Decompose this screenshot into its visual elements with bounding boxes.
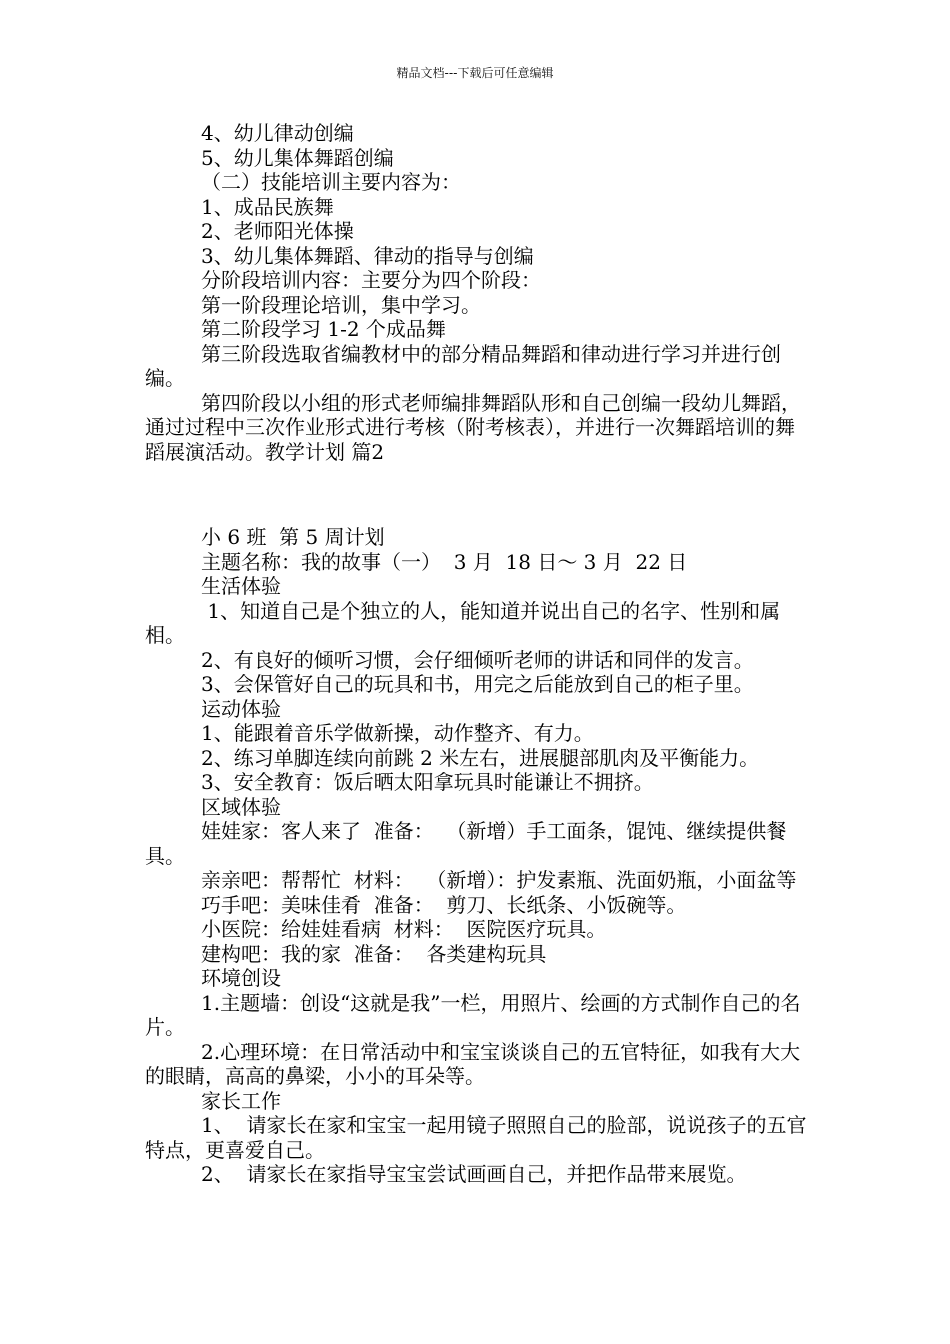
paragraph: 建构吧：我的家 准备： 各类建构玩具: [201, 941, 547, 966]
paragraph: 第三阶段选取省编教材中的部分精品舞蹈和律动进行学习并进行创编。: [145, 341, 781, 390]
paragraph: 2、有良好的倾听习惯，会仔细倾听老师的讲话和同伴的发言。: [201, 647, 754, 672]
paragraph: （二）技能培训主要内容为：: [201, 170, 461, 194]
paragraph: 1、知道自己是个独立的人，能知道并说出自己的名字、性别和属相。: [145, 598, 781, 647]
paragraph: 第四阶段以小组的形式老师编排舞蹈队形和自己创编一段幼儿舞蹈，通过过程中三次作业形式进行考核（附考核表），并进行一次舞蹈培训的舞蹈展演活动。教学计划 篇2: [145, 390, 801, 464]
paragraph: 亲亲吧：帮帮忙 材料： （新增）：护发素瓶、洗面奶瓶，小面盆等: [201, 868, 797, 892]
subheading: 环境创设: [201, 966, 281, 990]
paragraph: 3、幼儿集体舞蹈、律动的指导与创编: [201, 243, 534, 268]
paragraph: 1.主题墙：创设“这就是我”一栏，用照片、绘画的方式制作自己的名片。: [145, 990, 801, 1039]
training-section: [145, 121, 810, 464]
paragraph: 3、安全教育：饭后晒太阳拿玩具时能谦让不拥挤。: [201, 770, 654, 794]
paragraph: 第二阶段学习 1-2 个成品舞: [201, 317, 446, 341]
paragraph: 1、 请家长在家和宝宝一起用镜子照照自己的脸部，说说孩子的五官特点，更喜爱自己。: [145, 1113, 807, 1162]
paragraph: 1、成品民族舞: [201, 194, 334, 219]
paragraph: 5、幼儿集体舞蹈创编: [201, 145, 394, 170]
theme-line: 主题名称：我的故事（一） 3 月 18 日～ 3 月 22 日: [201, 549, 688, 574]
weekly-plan-section: [145, 525, 810, 1187]
paragraph: 分阶段培训内容：主要分为四个阶段：: [201, 268, 541, 292]
paragraph: 2、练习单脚连续向前跳 2 米左右，进展腿部肌肉及平衡能力。: [201, 745, 760, 770]
paragraph: 小医院：给娃娃看病 材料： 医院医疗玩具。: [201, 917, 607, 941]
paragraph: 第一阶段理论培训，集中学习。: [201, 292, 481, 317]
paragraph: 4、幼儿律动创编: [201, 121, 354, 145]
paragraph: 2、老师阳光体操: [201, 219, 354, 243]
paragraph: 2、 请家长在家指导宝宝尝试画画自己，并把作品带来展览。: [201, 1162, 747, 1186]
paragraph: 1、能跟着音乐学做新操，动作整齐、有力。: [201, 721, 594, 745]
paragraph: 娃娃家：客人来了 准备： （新增）手工面条，馄饨、继续提供餐具。: [145, 819, 787, 868]
document-body: [145, 121, 810, 1187]
paragraph: 巧手吧：美味佳肴 准备： 剪刀、长纸条、小饭碗等。: [201, 892, 687, 917]
subheading: 生活体验: [201, 574, 281, 598]
subheading: 运动体验: [201, 696, 281, 721]
subheading: 区域体验: [201, 794, 281, 819]
plan-title: 小 6 班 第 5 周计划: [201, 525, 385, 549]
section-gap: [145, 464, 810, 525]
subheading: 家长工作: [201, 1088, 281, 1113]
paragraph: 3、会保管好自己的玩具和书，用完之后能放到自己的柜子里。: [201, 672, 754, 696]
page-header: 精品文档---下载后可任意编辑: [396, 66, 554, 80]
paragraph: 2.心理环境：在日常活动中和宝宝谈谈自己的五官特征，如我有大大的眼睛，高高的鼻梁，小小的耳朵等。: [145, 1039, 801, 1088]
